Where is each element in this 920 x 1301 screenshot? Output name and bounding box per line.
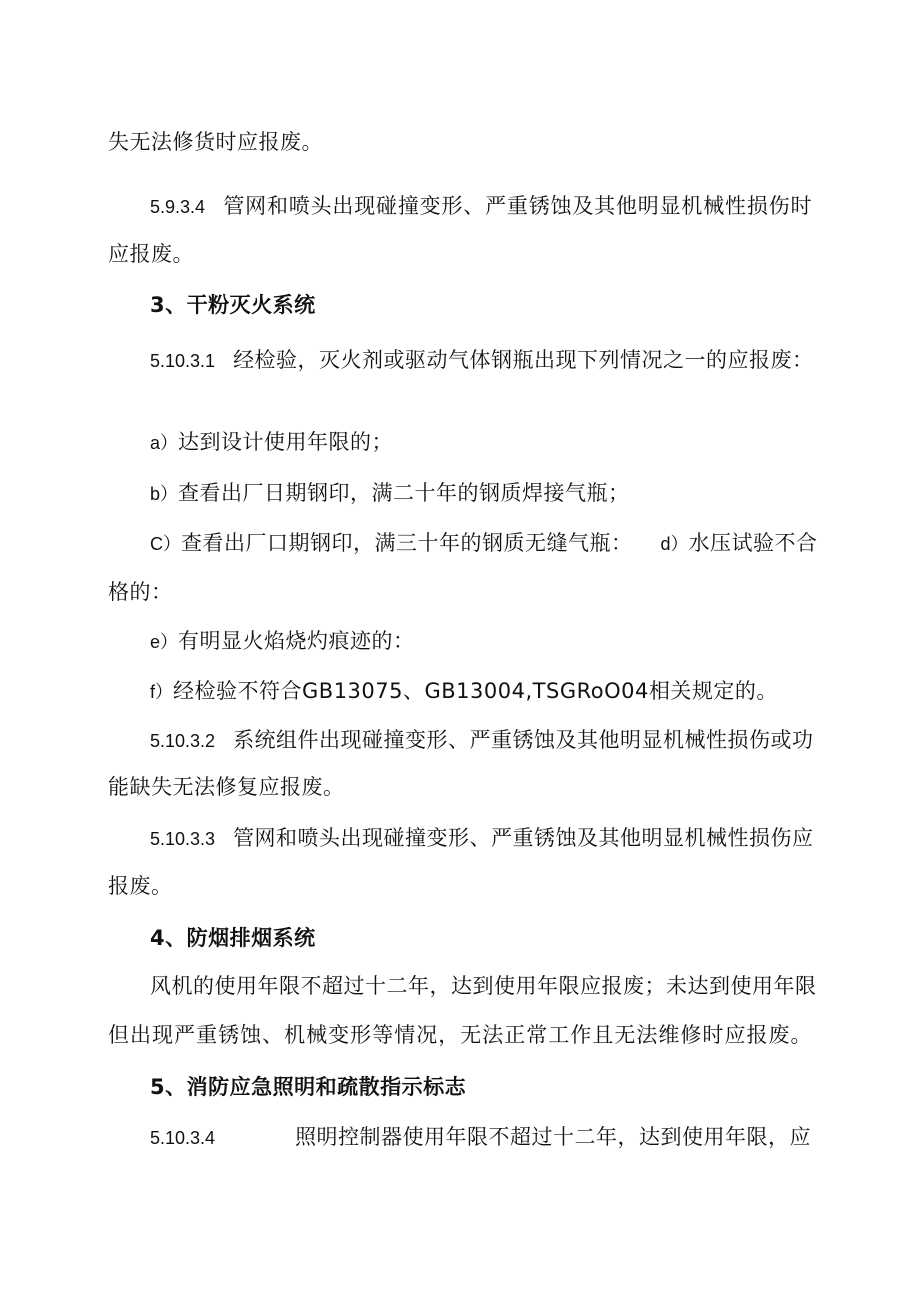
section-heading-emergency-lighting bbox=[150, 1073, 862, 1101]
clause-number: 5.10.3.2 bbox=[150, 731, 216, 751]
list-text: 查看出厂日期钢印，满二十年的钢质焊接气瓶； bbox=[178, 481, 630, 505]
clause-text: 管网和喷头出现碰撞变形、严重锈蚀及其他明显机械性损伤时 bbox=[223, 194, 812, 218]
clause-5-10-3-3 bbox=[150, 824, 812, 853]
section-heading-dry-powder bbox=[150, 291, 862, 319]
paragraph-line bbox=[108, 578, 820, 606]
section-heading-smoke bbox=[150, 924, 862, 952]
clause-5-10-3-2 bbox=[150, 726, 812, 755]
list-text: 经检验不符合GB13075、GB13004,TSGRoO04相关规定的。 bbox=[173, 679, 778, 703]
line-text: 报废。 bbox=[108, 874, 173, 898]
list-item-c-d bbox=[150, 529, 862, 558]
line-text: 风机的使用年限不超过十二年，达到使用年限应报废；未达到使用年限 bbox=[150, 974, 817, 998]
list-item-e bbox=[150, 627, 862, 656]
list-marker: C） bbox=[150, 534, 181, 554]
heading-text: 5、消防应急照明和疏散指示标志 bbox=[150, 1075, 467, 1099]
paragraph-line bbox=[108, 128, 820, 156]
clause-text: 经检验，灭火剂或驱动气体钢瓶出现下列情况之一的应报废： bbox=[233, 348, 814, 372]
clause-5-10-3-4 bbox=[150, 1123, 862, 1152]
list-text: 达到设计使用年限的； bbox=[178, 430, 394, 454]
clause-text: 系统组件出现碰撞变形、严重锈蚀及其他明显机械性损伤或功 bbox=[233, 728, 814, 752]
list-item-a bbox=[150, 428, 862, 457]
paragraph-line bbox=[108, 872, 820, 900]
list-item-b bbox=[150, 479, 862, 508]
clause-number: 5.9.3.4 bbox=[150, 197, 206, 217]
list-marker: b） bbox=[150, 484, 179, 504]
line-text: 格的： bbox=[108, 580, 173, 604]
clause-text: 照明控制器使用年限不超过十二年，达到使用年限，应 bbox=[295, 1125, 812, 1149]
heading-text: 4、防烟排烟系统 bbox=[150, 926, 316, 950]
paragraph-line bbox=[108, 773, 820, 801]
line-text: 失无法修货时应报废。 bbox=[108, 130, 323, 154]
clause-text: 管网和喷头出现碰撞变形、严重锈蚀及其他明显机械性损伤应 bbox=[233, 826, 814, 850]
list-marker: e） bbox=[150, 632, 179, 652]
list-text: 查看出厂口期钢印，满三十年的钢质无缝气瓶： bbox=[181, 531, 633, 555]
list-item-f bbox=[150, 677, 862, 706]
heading-text: 3、干粉灭火系统 bbox=[150, 293, 316, 317]
clause-number: 5.10.3.4 bbox=[150, 1128, 216, 1148]
list-marker: a） bbox=[150, 433, 179, 453]
line-text: 应报废。 bbox=[108, 242, 194, 266]
list-text: 有明显火焰烧灼痕迹的： bbox=[178, 629, 415, 653]
clause-number: 5.10.3.3 bbox=[150, 829, 216, 849]
list-text: 水压试验不合 bbox=[688, 531, 818, 555]
paragraph-line bbox=[108, 1021, 812, 1049]
clause-5-10-3-1 bbox=[150, 346, 812, 375]
clause-5-9-3-4 bbox=[150, 192, 812, 221]
list-marker: d） bbox=[660, 534, 689, 554]
list-marker: f） bbox=[150, 682, 174, 702]
line-text: 但出现严重锈蚀、机械变形等情况，无法正常工作且无法维修时应报废。 bbox=[108, 1023, 812, 1047]
line-text: 能缺失无法修复应报废。 bbox=[108, 775, 345, 799]
paragraph-line bbox=[150, 972, 817, 1000]
paragraph-line bbox=[108, 240, 820, 268]
clause-number: 5.10.3.1 bbox=[150, 351, 216, 371]
